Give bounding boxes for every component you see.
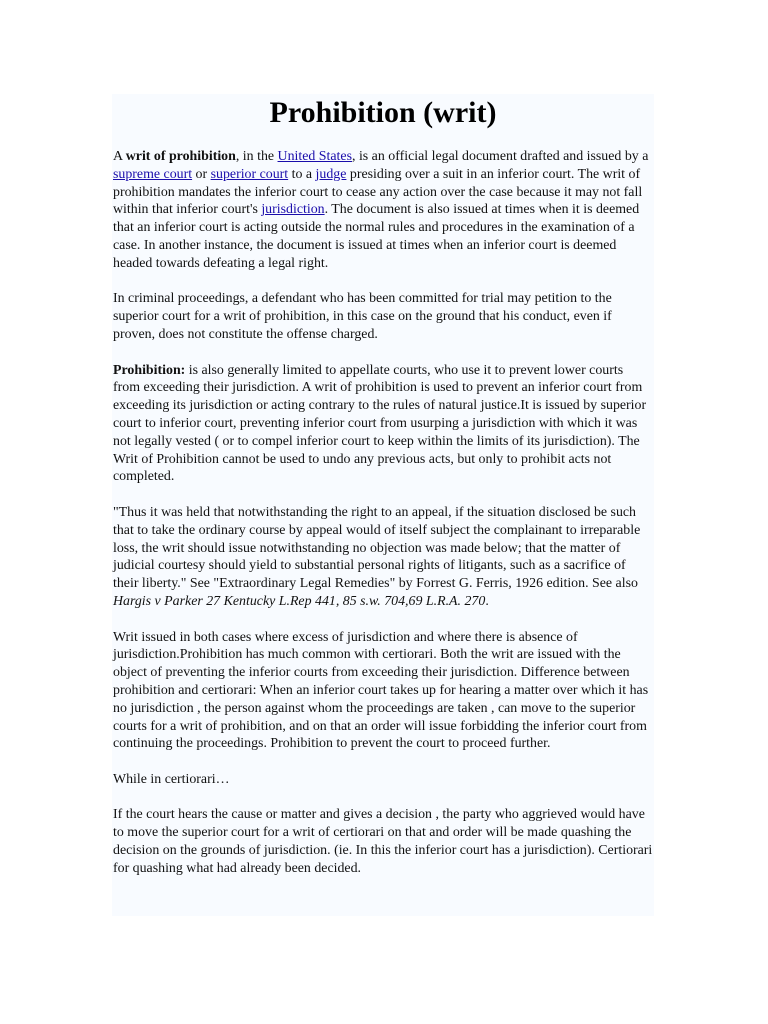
case-citation: Hargis v Parker 27 Kentucky L.Rep 441, 85 s.w. 704,69 L.R.A. 270 xyxy=(113,593,486,609)
paragraph-quote xyxy=(113,504,653,611)
paragraph-certiorari: If the court hears the cause or matter and gives a decision , the party who aggrieved would have to move the superior court for a writ of certiorari on that and order will be made quashing the decision on the grounds of jurisdiction. (ie. In this the inferior court has a jurisdiction). Certiorari for quashing what had already been decided. xyxy=(113,807,653,876)
text-span: , in the xyxy=(235,149,278,164)
link-supreme-court[interactable]: supreme court xyxy=(113,166,193,182)
text-span: A xyxy=(113,149,126,164)
text-span: "Thus it was held that notwithstanding the right to an appeal, if the situation disclosed be such that to take the ordinary course by appeal would of itself subject the complainant to irreparable loss, the writ should issue notwithstanding no objection was made below; that the matter of judicial courtesy should yield to substantial personal rights of litigants, such as a sacrifice of their liberty." See "Extraordinary Legal Remedies" by Forrest G. Ferris, 1926 edition. See also xyxy=(113,504,641,592)
bold-term: writ of prohibition xyxy=(125,149,236,164)
paragraph-intro xyxy=(113,148,653,273)
text-span: , is an official legal document drafted and issued by a xyxy=(352,149,649,164)
paragraph-while-certiorari: While in certiorari… xyxy=(113,771,230,787)
link-judge[interactable]: judge xyxy=(315,166,347,182)
page-title: Prohibition (writ) xyxy=(269,96,497,129)
link-united-states[interactable]: United States xyxy=(277,149,352,164)
paragraph-criminal-proceedings: In criminal proceedings, a defendant who has been committed for trial may petition to the superior court for a writ of prohibition, in this case on the ground that his conduct, even if proven, does not constitute the offense charged. xyxy=(113,291,612,342)
text-span: is also generally limited to appellate courts, who use it to prevent lower courts from exceeding their jurisdiction. A writ of prohibition is used to prevent an inferior court from exceeding its jurisdiction or acting contrary to the rules of natural justice.It is issued by superior court to inferior court, preventing inferior court from usurping a jurisdiction with which it was not legally vested ( or to compel inferior court to keep within the limits of its jurisdiction). The Writ of Prohibition cannot be used to undo any previous acts, but only to prohibit acts not completed. xyxy=(113,362,647,485)
link-superior-court[interactable]: superior court xyxy=(210,166,289,182)
paragraph-prohibition xyxy=(113,362,653,487)
bold-term: Prohibition: xyxy=(113,362,186,378)
link-jurisdiction[interactable]: jurisdiction xyxy=(261,202,325,218)
text-span: presiding over a suit in an inferior court. The writ of prohibition mandates the inferior court to cease any action over the case because it may not fall within that inferior court's xyxy=(113,166,643,218)
text-span: . The document is also issued at times when it is deemed that an inferior court is acting outside the normal rules and procedures in the examination of a case. In another instance, the document is issued at times when an inferior court is deemed headed towards defeating a legal right. xyxy=(113,202,640,271)
text-span: to a xyxy=(288,166,316,182)
text-span: . xyxy=(485,593,489,609)
text-span: or xyxy=(192,166,211,182)
paragraph-certiorari-comparison: Writ issued in both cases where excess of jurisdiction and where there is absence of jurisdiction.Prohibition has much common with certiorari. Both the writ are issued with the object of preventing the inferior courts from exceeding their jurisdiction. Difference between prohibition and certiorari: When an inferior court takes up for hearing a matter over which it has no jurisdiction , the person against whom the proceedings are taken , can move to the superior courts for a writ of prohibition, and on that an order will issue forbidding the inferior court from continuing the proceedings. Prohibition to prevent the court to proceed further. xyxy=(113,629,649,752)
article-body xyxy=(112,94,654,916)
